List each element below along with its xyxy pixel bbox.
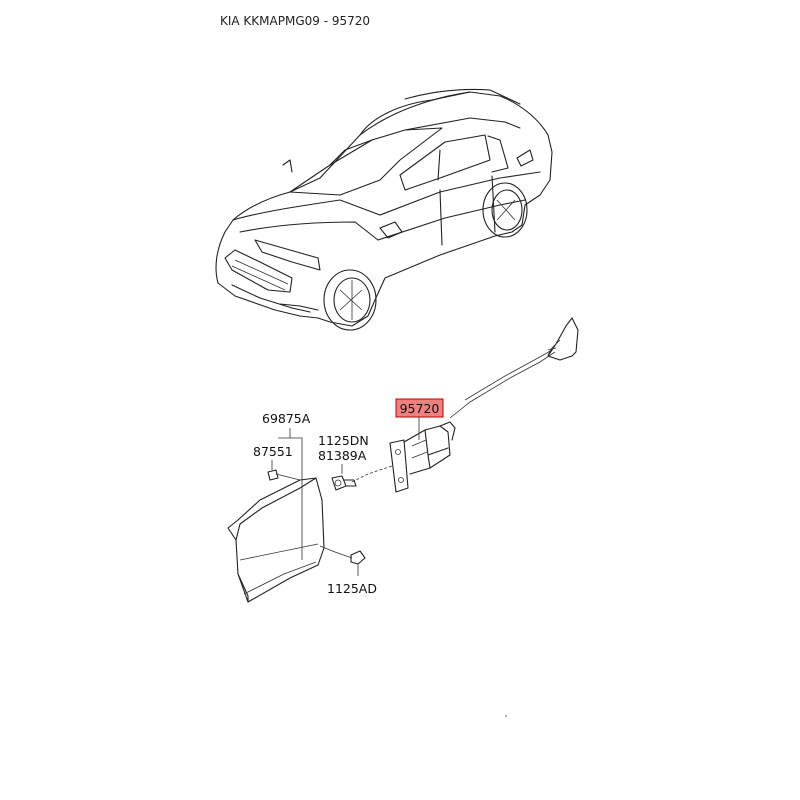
part-number-95720: 95720 bbox=[399, 401, 440, 416]
part-number-1125AD: 1125AD bbox=[327, 581, 377, 596]
door-bumper-icon bbox=[268, 470, 300, 480]
part-number-87551: 87551 bbox=[253, 444, 293, 459]
sedan-car-icon bbox=[216, 89, 552, 330]
part-label-81389A[interactable] bbox=[318, 448, 367, 463]
part-label-1125AD[interactable] bbox=[327, 581, 377, 596]
release-cable bbox=[450, 318, 578, 418]
fuel-door-actuator-icon bbox=[390, 422, 455, 492]
part-number-69875A: 69875A bbox=[262, 411, 311, 426]
page-title: KIA KKMAPMG09 - 95720 bbox=[220, 14, 371, 28]
part-label-87551[interactable] bbox=[253, 444, 293, 459]
bolt-icon bbox=[332, 476, 356, 490]
part-label-95720[interactable] bbox=[396, 399, 443, 417]
part-label-1125DN[interactable] bbox=[318, 433, 369, 448]
part-label-69875A[interactable] bbox=[262, 411, 311, 426]
screw-icon bbox=[320, 546, 365, 576]
fuel-filler-door-icon bbox=[228, 478, 324, 602]
part-number-81389A: 81389A bbox=[318, 448, 367, 463]
part-number-1125DN: 1125DN bbox=[318, 433, 369, 448]
